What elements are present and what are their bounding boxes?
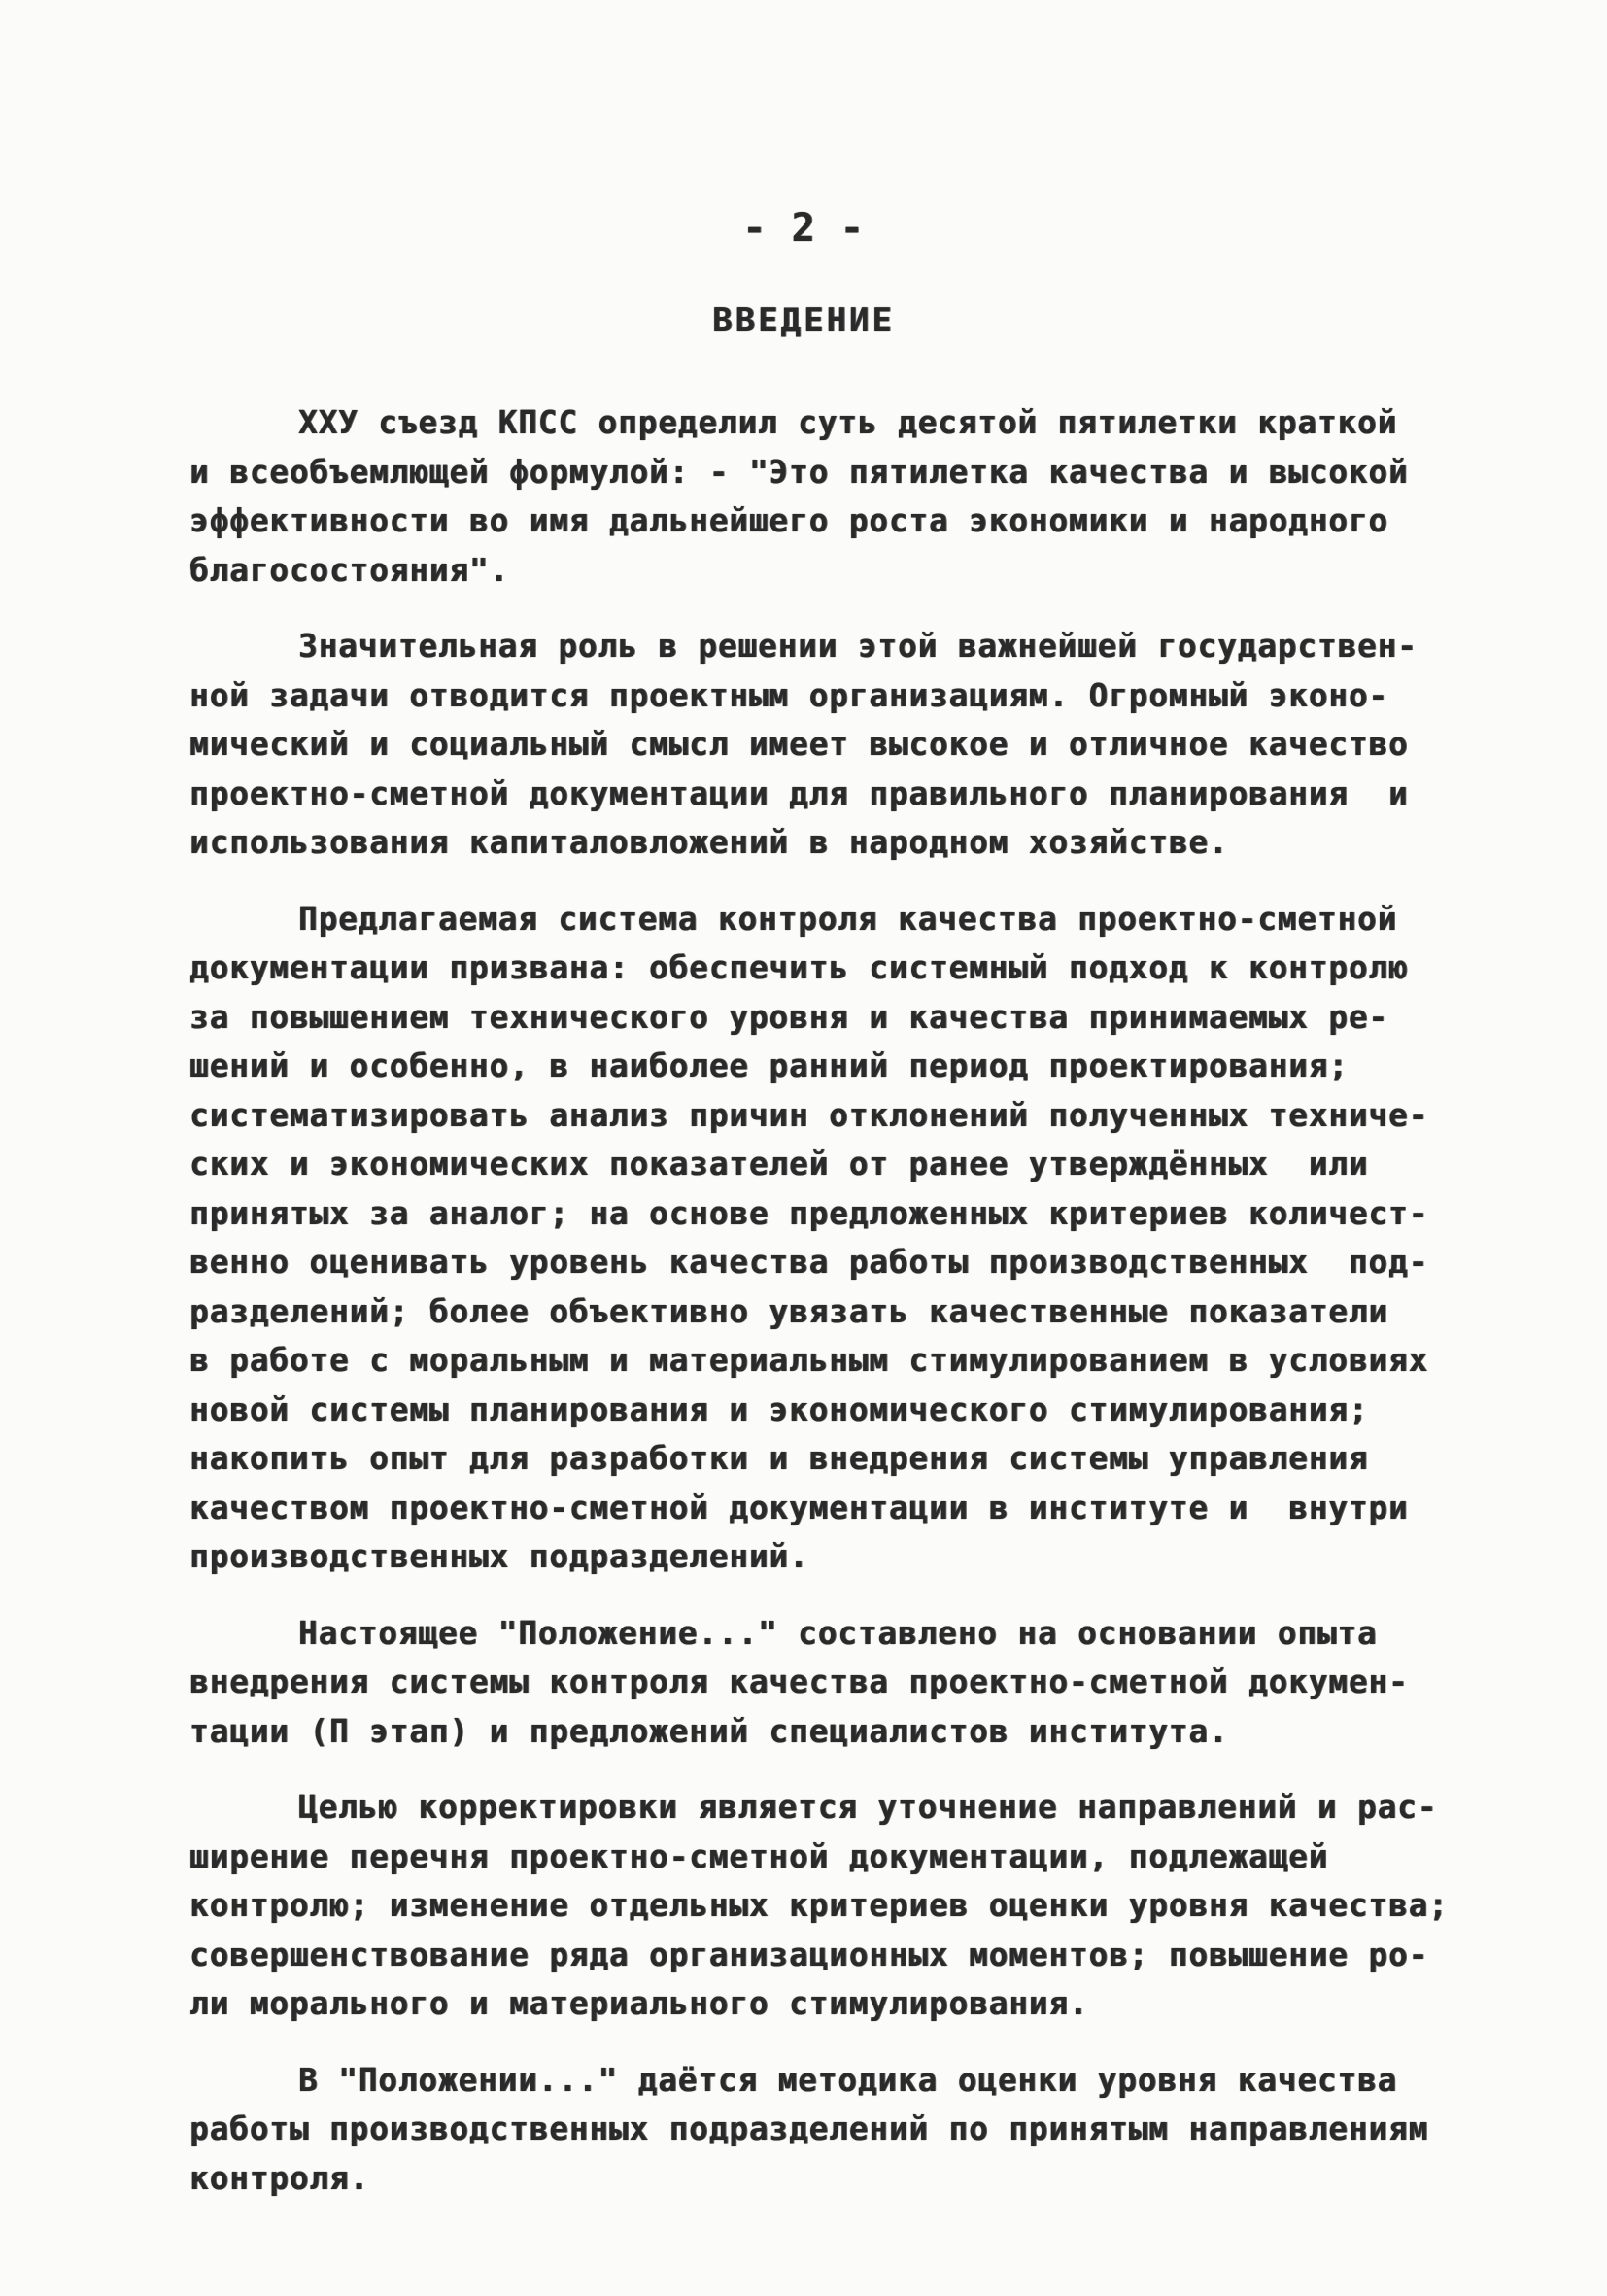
text-line: и всеобъемлющей формулой: - "Это пятилетка качества и высокой (189, 453, 1409, 491)
paragraph (189, 895, 1429, 1582)
text-line: венно оценивать уровень качества работы производственных под- (189, 1244, 1429, 1281)
text-line: внедрения системы контроля качества проектно-сметной докумен- (189, 1663, 1409, 1700)
text-line: благосостояния". (189, 551, 510, 589)
text-line: ли морального и материального стимулирования. (189, 1985, 1089, 2022)
text-line: эффективности во имя дальнейшего роста экономики и народного (189, 502, 1388, 539)
text-line: в работе с моральным и материальным стимулированием в условиях (189, 1342, 1429, 1379)
text-line: проектно-сметной документации для правильного планирования и (189, 774, 1409, 812)
paragraph (189, 1783, 1449, 2029)
text-line: использования капиталовложений в народном хозяйстве. (189, 824, 1229, 861)
text-line: принятых за аналог; на основе предложенных критериев количест- (189, 1194, 1429, 1232)
paragraph (189, 2056, 1429, 2204)
paragraph (189, 398, 1423, 595)
page-number: - 2 - (742, 206, 865, 251)
text-line: тации (П этап) и предложений специалистов института. (189, 1712, 1229, 1750)
text-line: ширение перечня проектно-сметной документации, подлежащей (189, 1837, 1329, 1875)
text-line: за повышением технического уровня и качества принимаемых ре- (189, 998, 1388, 1036)
text-line: разделений; более объективно увязать качественные показатели (189, 1292, 1388, 1330)
text-line: новой системы планирования и экономического стимулирования; (189, 1390, 1369, 1428)
text-line: документации призвана: обеспечить системный подход к контролю (189, 949, 1409, 986)
text-line: совершенствование ряда организационных моментов; повышение ро- (189, 1936, 1429, 1973)
body-text (189, 398, 1449, 2230)
text-line: накопить опыт для разработки и внедрения системы управления (189, 1440, 1369, 1477)
paragraph (189, 622, 1423, 868)
text-line: качеством проектно-сметной документации в институте и внутри (189, 1489, 1409, 1526)
text-line: В "Положении..." даётся методика оценки уровня качества (298, 2061, 1398, 2099)
paragraph (189, 1609, 1423, 1757)
text-line: Значительная роль в решении этой важнейшей государствен- (298, 628, 1418, 665)
text-line: Настоящее "Положение..." составлено на основании опыта (298, 1614, 1378, 1652)
text-line: контролю; изменение отдельных критериев оценки уровня качества; (189, 1887, 1449, 1924)
text-line: ной задачи отводится проектным организациям. Огромный эконо- (189, 676, 1388, 714)
text-line: систематизировать анализ причин отклонений полученных техниче- (189, 1096, 1429, 1134)
text-line: ских и экономических показателей от ранее утверждённых или (189, 1146, 1369, 1182)
section-heading: ВВЕДЕНИЕ (712, 301, 895, 340)
text-line: контроля. (189, 2159, 370, 2197)
text-line: шений и особенно, в наиболее ранний период проектирования; (189, 1047, 1349, 1084)
text-line: Целью корректировки является уточнение направлений и рас- (298, 1789, 1438, 1826)
text-line: ХХУ съезд КПСС определил суть десятой пятилетки краткой (298, 404, 1398, 441)
text-line: мический и социальный смысл имеет высокое и отличное качество (189, 726, 1409, 763)
text-line: производственных подразделений. (189, 1538, 809, 1575)
text-line: работы производственных подразделений по принятым направлениям (189, 2110, 1429, 2147)
text-line: Предлагаемая система контроля качества проектно-сметной (298, 900, 1398, 938)
